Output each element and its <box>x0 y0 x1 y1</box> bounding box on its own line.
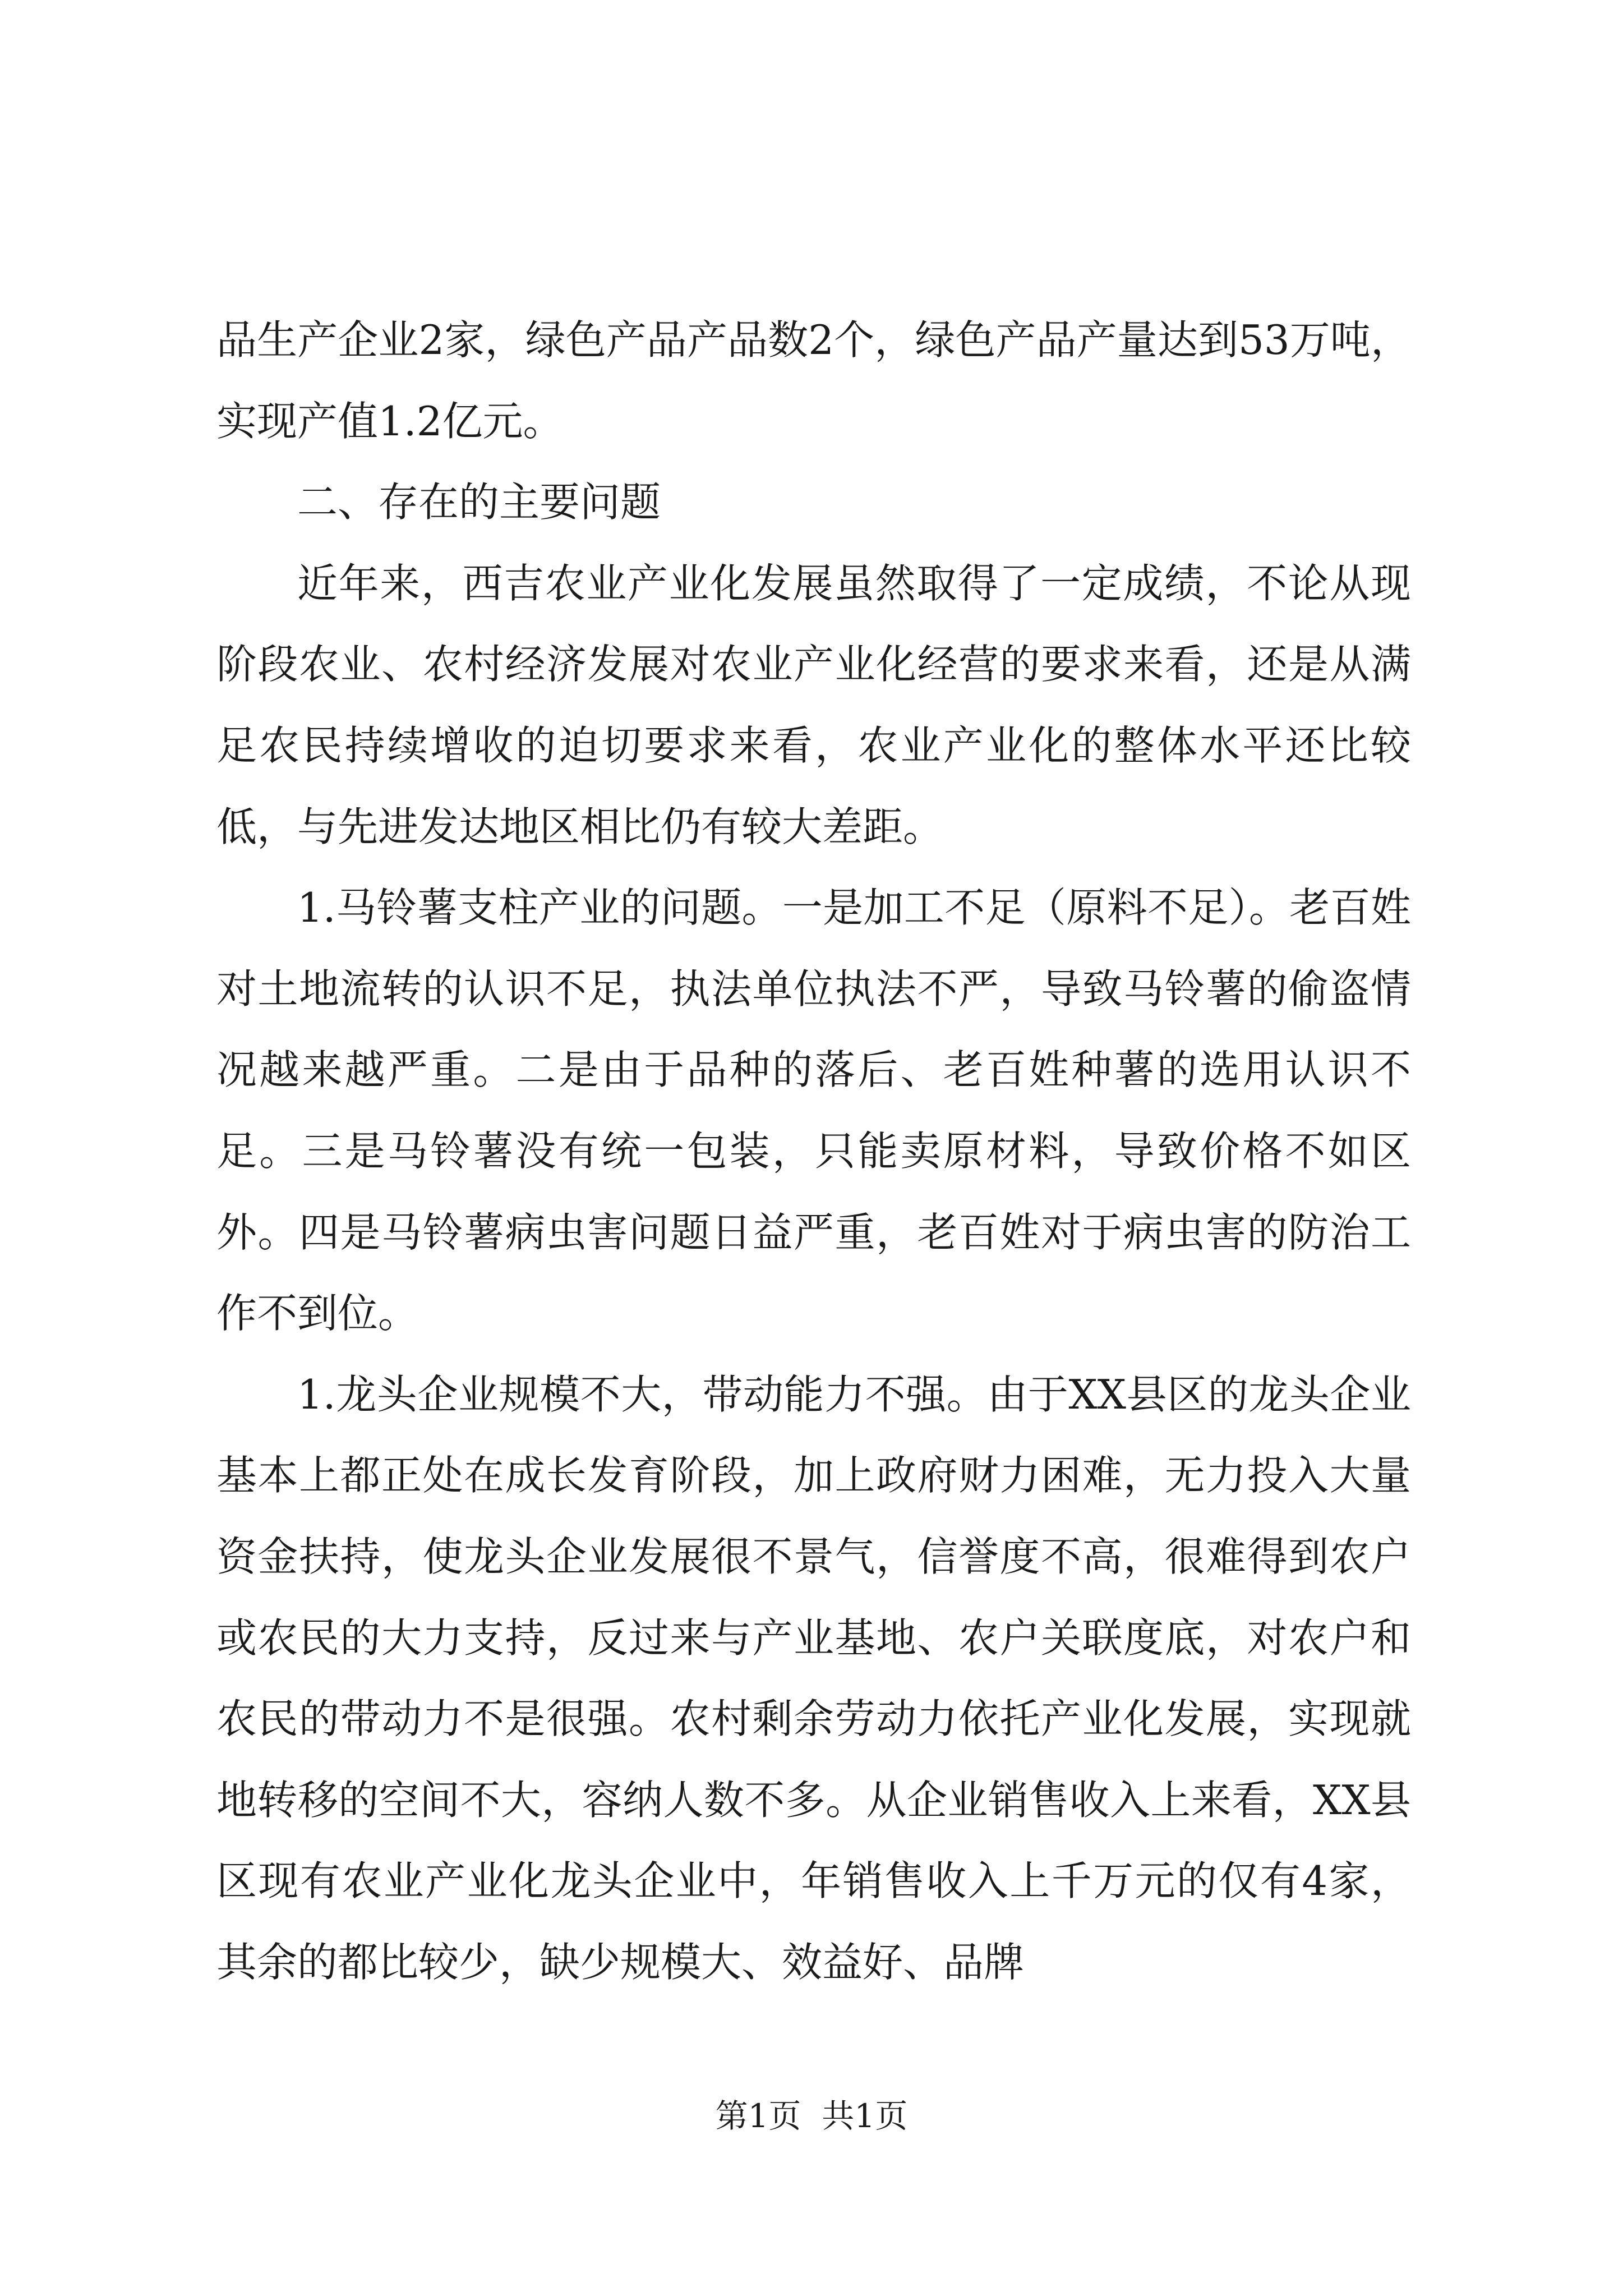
page-footer <box>0 2093 1623 2138</box>
paragraph-continuation: 品生产企业2家，绿色产品产品数2个，绿色产品产量达到53万吨，实现产值1.2亿元。 <box>216 316 1411 445</box>
section-heading: 二、存在的主要问题 <box>297 478 661 526</box>
page-number: 第1页 共1页 <box>715 2097 908 2135</box>
paragraph: 1.马铃薯支柱产业的问题。一是加工不足（原料不足）。老百姓对土地流转的认识不足，执法单位执法不严，导致马铃薯的偷盗情况越来越严重。二是由于品种的落后、老百姓种薯的选用认识不足。三是马铃薯没有统一包装，只能卖原材料，导致价格不如区外。四是马铃薯病虫害问题日益严重，老百姓对于病虫害的防治工作不到位。 <box>216 884 1411 1337</box>
paragraph: 近年来，西吉农业产业化发展虽然取得了一定成绩，不论从现阶段农业、农村经济发展对农业产业化经营的要求来看，还是从满足农民持续增收的迫切要求来看，农业产业化的整体水平还比较低，与先进发达地区相比仍有较大差距。 <box>216 559 1411 850</box>
document-body <box>216 300 1411 2003</box>
paragraph: 1.龙头企业规模不大，带动能力不强。由于XX县区的龙头企业基本上都正处在成长发育阶段，加上政府财力困难，无力投入大量资金扶持，使龙头企业发展很不景气，信誉度不高，很难得到农户或农民的大力支持，反过来与产业基地、农户关联度底，对农户和农民的带动力不是很强。农村剩余劳动力依托产业化发展，实现就地转移的空间不大，容纳人数不多。从企业销售收入上来看，XX县区现有农业产业化龙头企业中，年销售收入上千万元的仅有4家，其余的都比较少，缺少规模大、效益好、品牌 <box>216 1370 1411 1986</box>
